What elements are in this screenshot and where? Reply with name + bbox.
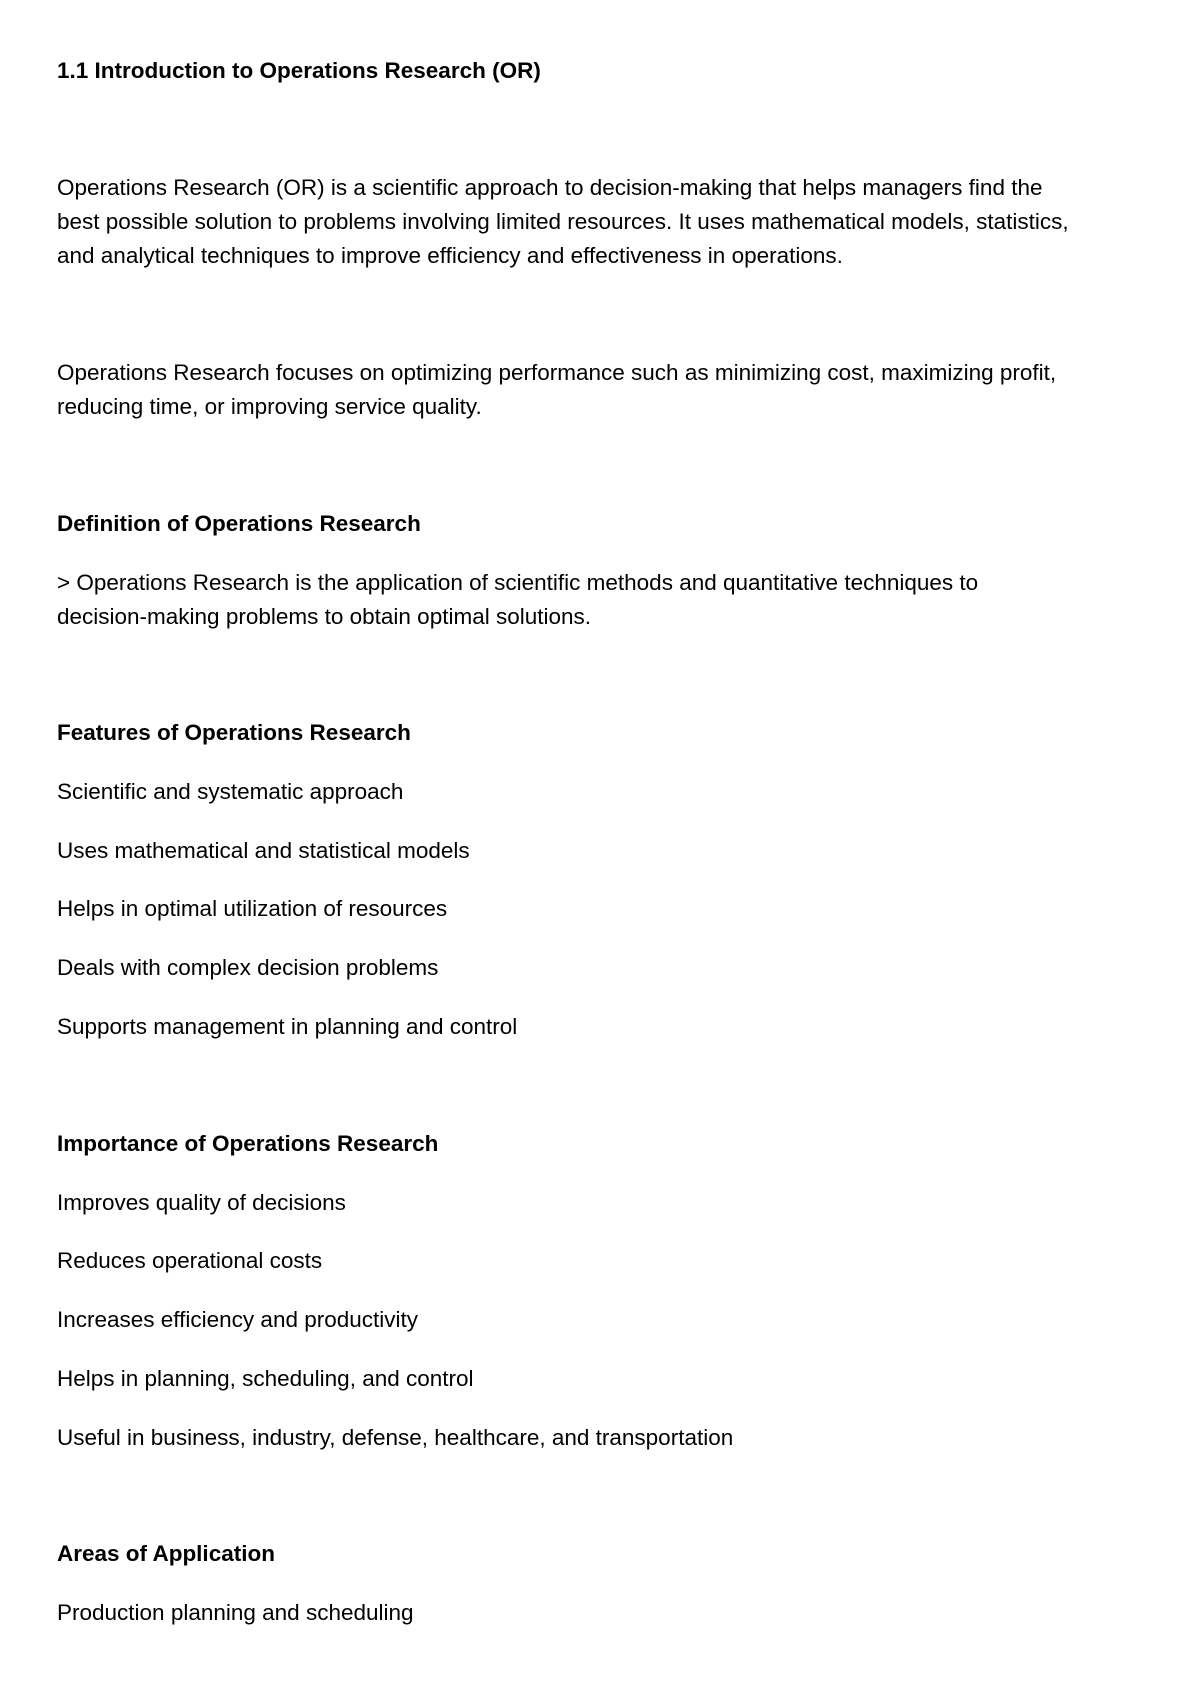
features-list-item: Uses mathematical and statistical models	[57, 838, 470, 863]
applications-heading: Areas of Application	[57, 1541, 275, 1566]
importance-list-item: Improves quality of decisions	[57, 1190, 346, 1215]
features-list-item: Helps in optimal utilization of resources	[57, 896, 448, 921]
intro-paragraph-line: best possible solution to problems involving limited resources. It uses mathematical models, statistics,	[57, 209, 1069, 234]
intro-paragraph-line: Operations Research (OR) is a scientific approach to decision-making that helps managers find the	[57, 175, 1043, 200]
features-list-item: Deals with complex decision problems	[57, 955, 439, 980]
focus-paragraph-line: Operations Research focuses on optimizing performance such as minimizing cost, maximizing profit,	[57, 360, 1057, 385]
definition-line: > Operations Research is the application of scientific methods and quantitative techniques to	[57, 570, 979, 595]
intro-paragraph-line: and analytical techniques to improve efficiency and effectiveness in operations.	[57, 243, 843, 268]
importance-list-item: Increases efficiency and productivity	[57, 1307, 419, 1332]
definition-line: decision-making problems to obtain optimal solutions.	[57, 604, 592, 629]
definition-heading: Definition of Operations Research	[57, 511, 421, 536]
features-heading: Features of Operations Research	[57, 720, 411, 745]
importance-list-item: Helps in planning, scheduling, and control	[57, 1366, 474, 1391]
importance-heading: Importance of Operations Research	[57, 1131, 439, 1156]
document-title: 1.1 Introduction to Operations Research (OR)	[57, 58, 541, 83]
features-list-item: Scientific and systematic approach	[57, 779, 404, 804]
importance-list-item: Useful in business, industry, defense, healthcare, and transportation	[57, 1425, 734, 1450]
focus-paragraph-line: reducing time, or improving service quality.	[57, 394, 482, 419]
applications-list-item: Production planning and scheduling	[57, 1600, 414, 1625]
importance-list-item: Reduces operational costs	[57, 1248, 323, 1273]
features-list-item: Supports management in planning and control	[57, 1014, 518, 1039]
